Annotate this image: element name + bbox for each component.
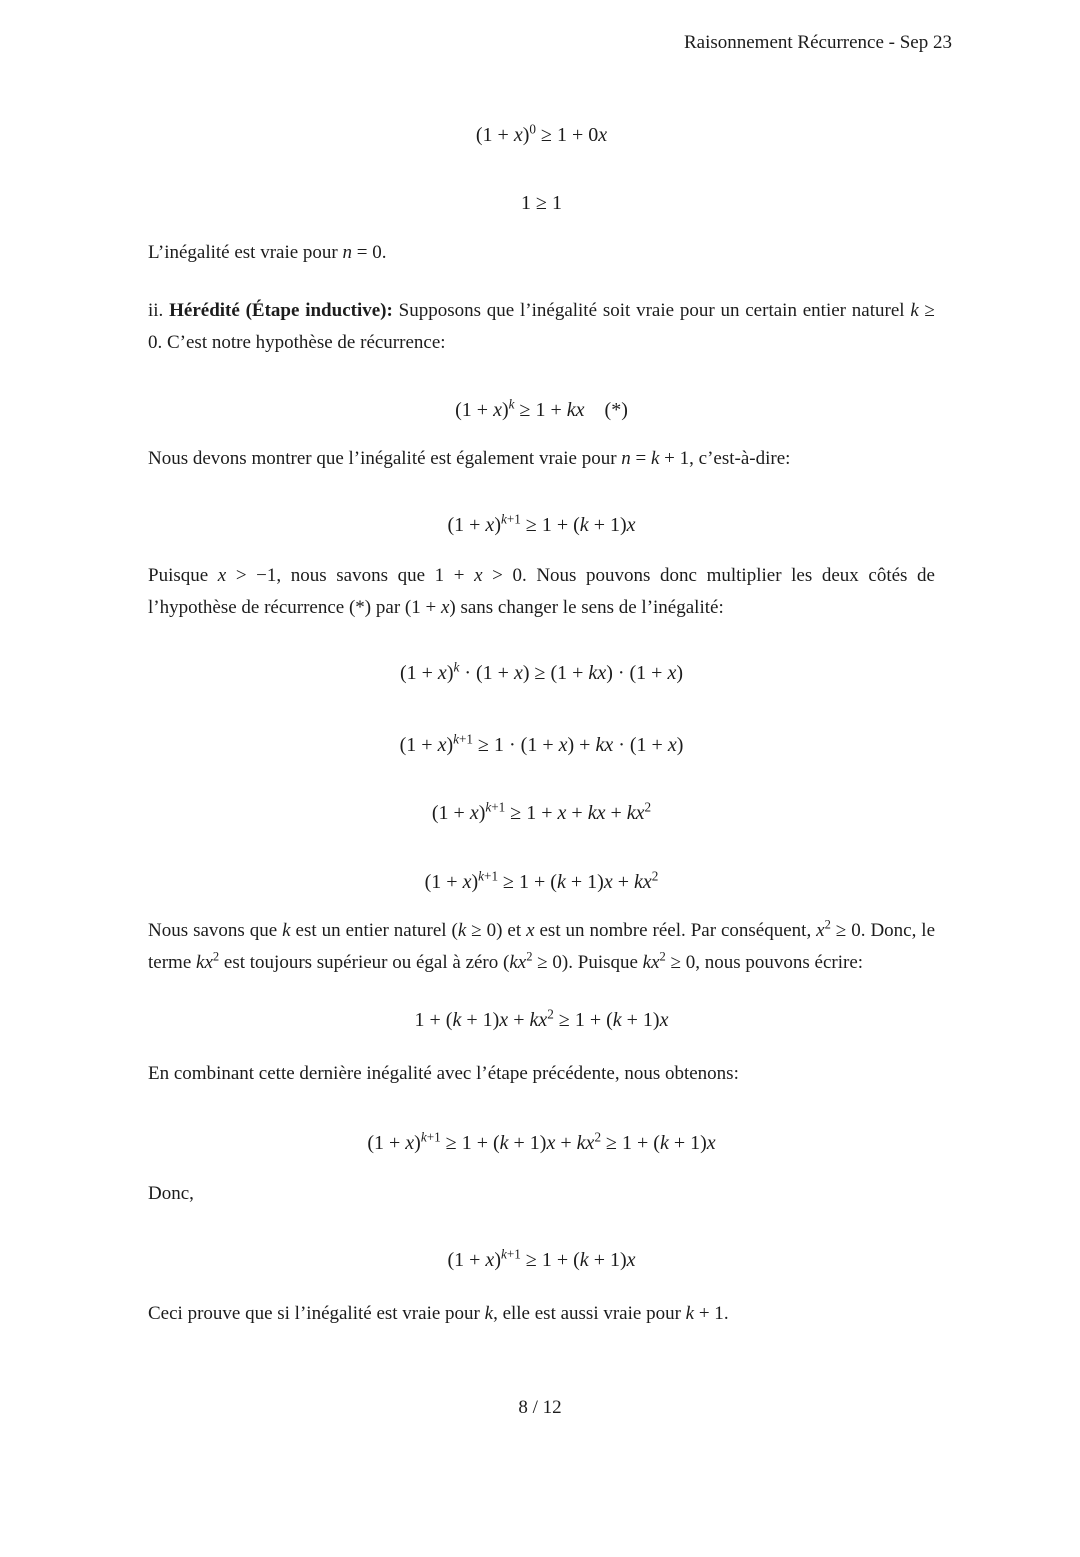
equation-kx2-inequality: $1 + (k + 1)x + kx^2 \ge 1 + (k + 1)x$ — [414, 1006, 669, 1031]
equation-regroup: $(1 + x)^{k+1} \ge 1 + (k + 1)x + kx^2$ — [424, 868, 659, 893]
para-combine-intro: En combinant cette dernière inégalité avec l’étape précédente, nous obtenons: — [148, 1063, 739, 1084]
para-heredite-intro: ii. Hérédité (Étape inductive): Supposons que l’inégalité soit vraie pour un certain entier naturel k ≥ 0. C’est notre hypothèse de récurrence: — [148, 300, 935, 353]
document-body — [0, 118, 1080, 1330]
para-multiply-justification: Puisque x > −1, nous savons que 1 + x > 0. Nous pouvons donc multiplier les deux côtés de l’hypothèse de récurrence (*) par (1 + x) sans changer le sens de l’inégalité: — [148, 565, 935, 618]
para-goal-intro: Nous devons montrer que l’inégalité est également vraie pour n = k + 1, c’est-à-dire: — [148, 448, 791, 469]
equation-multiply-both-sides: $(1 + x)^k \cdot (1 + x) \ge (1 + kx) \cdot (1 + x)$ — [399, 659, 684, 684]
header-title: Raisonnement Récurrence - Sep 23 — [683, 32, 952, 53]
equation-expand: $(1 + x)^{k+1} \ge 1 + x$ + kx + $kx^2$ — [431, 799, 652, 824]
equation-distribute: $(1 + x)^{k+1} \ge 1 \cdot (1 + x)$ + kx · (1 + x) — [399, 731, 684, 756]
equation-conclusion: $(1 + x)^{k+1} \ge 1 + (k + 1)x$ — [447, 1246, 636, 1271]
page-header — [0, 30, 1080, 56]
equation-induction-hypothesis: $(1 + x)^k \ge 1$ + kx (*) — [455, 396, 628, 421]
equation-goal: $(1 + x)^{k+1} \ge 1 + (k + 1)x$ — [447, 511, 636, 536]
para-base-conclusion: L’inégalité est vraie pour n = 0. — [148, 242, 387, 263]
equation-base-case: $(1 + x)^0 \ge 1 + 0x$ — [475, 121, 608, 146]
para-kx2-reasoning: Nous savons que k est un entier naturel (k ≥ 0) et x est un nombre réel. Par conséquent, $x^2 \ge 0$. Donc, le terme $kx^2$ est toujours supérieur ou égal à zéro $(kx^2 \ge 0)$. Puisque $kx^2 \ge 0$, nous pouvons écrire: — [148, 917, 936, 973]
equation-combined-chain: $(1 + x)^{k+1} \ge 1 + (k + 1)x + kx^2 \ge 1 + (k + 1)x$ — [367, 1129, 716, 1154]
para-induction-conclusion: Ceci prouve que si l’inégalité est vraie pour k, elle est aussi vraie pour k + 1. — [148, 1303, 729, 1324]
page-number: 8 / 12 — [518, 1397, 562, 1418]
equation-base-result: 1 ≥ 1 — [521, 192, 562, 214]
page-footer — [0, 1395, 1080, 1421]
para-donc: Donc, — [148, 1183, 194, 1204]
